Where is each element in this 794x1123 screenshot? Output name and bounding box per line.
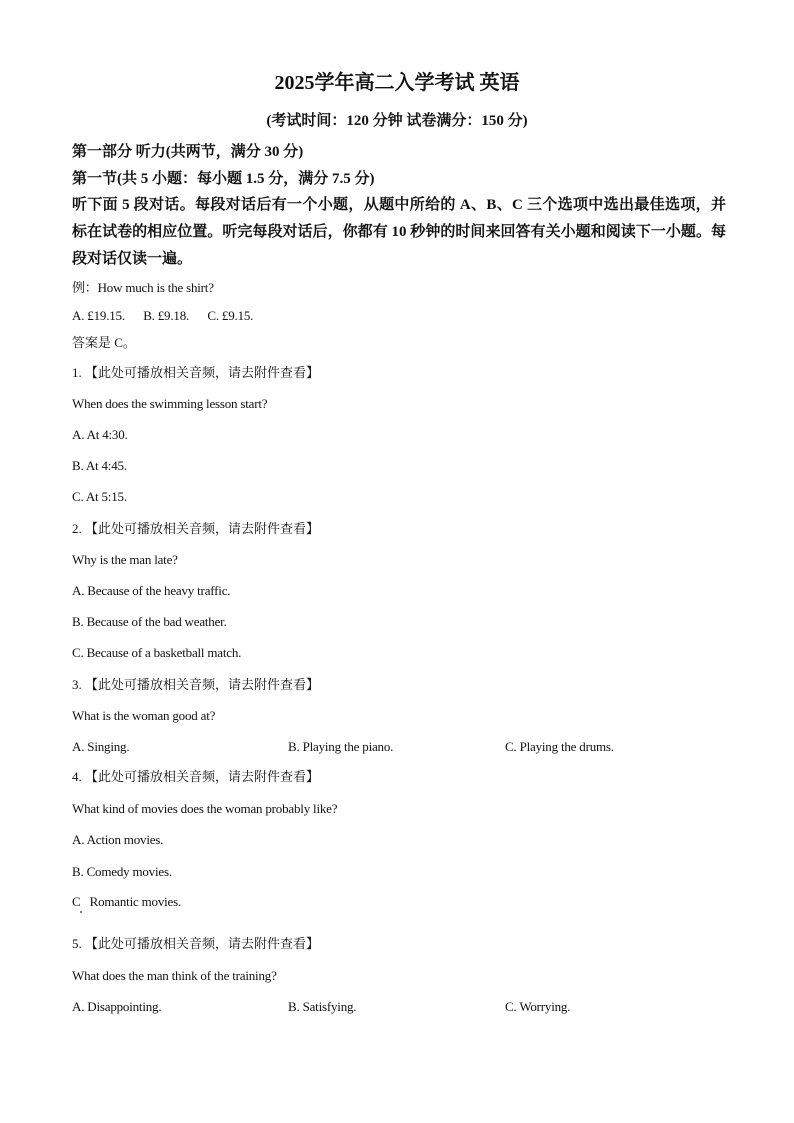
example-options: A. £19.15. B. £9.18. C. £9.15. xyxy=(72,308,254,323)
listening-instructions: 听下面 5 段对话。每段对话后有一个小题，从题中所给的 A、B、C 三个选项中选出最佳选项，并标在试卷的相应位置。听完每段对话后，你都有 10 秒钟的时间来回答有关小题和阅读下一小题。每段对话仅读一遍。 xyxy=(72,197,726,267)
part-heading: 第一部分 听力(共两节，满分 30 分) xyxy=(72,144,304,160)
option-b: B. Comedy movies. xyxy=(72,864,172,879)
option-b: B. At 4:45. xyxy=(72,458,127,473)
option-c: C Romantic movies. xyxy=(72,894,182,909)
option-a: A. Action movies. xyxy=(72,832,164,847)
option-c: C. Because of a basketball match. xyxy=(72,645,242,660)
question-text: When does the swimming lesson start? xyxy=(72,396,268,411)
question-text: What does the man think of the training? xyxy=(72,968,277,983)
option-c: C. Playing the drums. xyxy=(505,739,614,754)
question-text: What is the woman good at? xyxy=(72,708,216,723)
option-a: A. Singing. xyxy=(72,739,130,754)
section-heading: 第一节(共 5 小题：每小题 1.5 分，满分 7.5 分) xyxy=(72,171,375,187)
option-c: C. At 5:15. xyxy=(72,489,127,504)
option-b: B. Satisfying. xyxy=(288,999,357,1014)
option-a: A. Because of the heavy traffic. xyxy=(72,583,231,598)
option-c: C. Worrying. xyxy=(505,999,571,1014)
question-number: 1. 【此处可播放相关音频，请去附件查看】 xyxy=(72,365,320,380)
exam-time-info: (考试时间：120 分钟 试卷满分：150 分) xyxy=(266,113,528,129)
question-number: 2. 【此处可播放相关音频，请去附件查看】 xyxy=(72,521,320,536)
question-text: What kind of movies does the woman probably like? xyxy=(72,801,338,816)
question-number: 5. 【此处可播放相关音频，请去附件查看】 xyxy=(72,936,320,951)
example-answer: 答案是 C。 xyxy=(72,335,136,350)
option-b: B. Playing the piano. xyxy=(288,739,394,754)
stray-dot-mark xyxy=(80,911,82,913)
option-b: B. Because of the bad weather. xyxy=(72,614,227,629)
question-number: 4. 【此处可播放相关音频，请去附件查看】 xyxy=(72,769,320,784)
option-a: A. At 4:30. xyxy=(72,427,128,442)
example-question: 例：How much is the shirt? xyxy=(72,280,214,295)
option-a: A. Disappointing. xyxy=(72,999,162,1014)
question-text: Why is the man late? xyxy=(72,552,178,567)
page-title: 2025学年高二入学考试 英语 xyxy=(274,72,520,94)
question-number: 3. 【此处可播放相关音频，请去附件查看】 xyxy=(72,677,320,692)
